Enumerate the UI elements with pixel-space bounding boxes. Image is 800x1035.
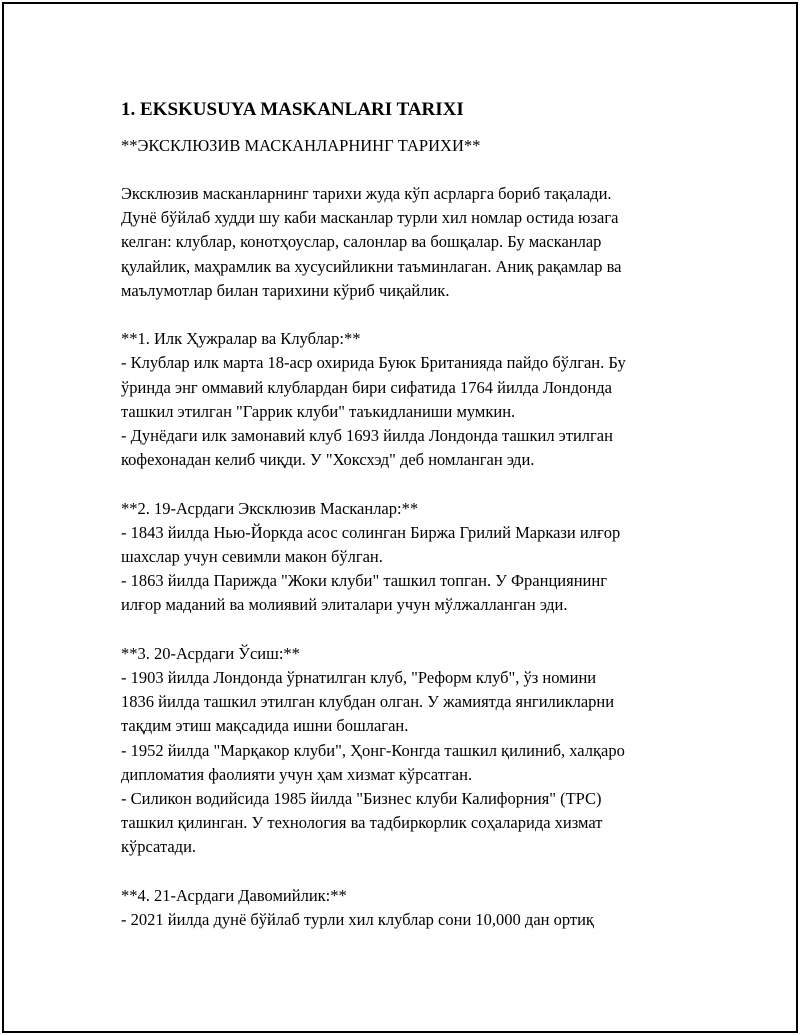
section-20th-century bbox=[121, 642, 711, 860]
intro-paragraph: Эксклюзив масканларнинг тарихи жуда кўп асрларга бориб тақалади. Дунё бўйлаб худди шу каби масканлар турли хил номлар остида юзага келган: клублар, конотҳоуслар, салонлар ва бошқалар. Бу масканлар қулайлик, маҳрамлик ва хусусийликни таъминлаган. Аниқ рақамлар ва маълумотлар билан тарихини кўриб чиқайлик. bbox=[121, 184, 622, 300]
document-subtitle: **ЭКСКЛЮЗИВ МАСКАНЛАРНИНГ ТАРИХИ** bbox=[121, 136, 481, 155]
section-heading: **3. 20-Асрдаги Ўсиш:** bbox=[121, 643, 300, 663]
page-frame bbox=[2, 2, 798, 1033]
section-body: - 1903 йилда Лондонда ўрнатилган клуб, "Реформ клуб", ўз номини 1836 йилда ташкил этилган клубдан олган. У жамиятда янгиликларни тақдим этиш мақсадида ишни бошлаган. - 1952 йилда "Марқакор клуби", Ҳонг-Конгда ташкил қилиниб, халқаро дипломатия фаолияти учун ҳам хизмат кўрсатган. - Силикон водийсида 1985 йилда "Бизнес клуби Калифорния" (ТРС) ташкил қилинган. У технология ва тадбиркорлик соҳаларида хизмат кўрсатади. bbox=[121, 668, 625, 857]
section-body: - Клублар илк марта 18-аср охирида Буюк Британияда пайдо бўлган. Бу ўринда энг оммавий клублардан бири сифатида 1764 йилда Лондонда ташкил этилган "Гаррик клуби" таъкидланиши мумкин. - Дунёдаги илк замонавий клуб 1693 йилда Лондонда ташкил этилган кофехонадан келиб чиқди. У "Хоксхэд" деб номланган эди. bbox=[121, 353, 626, 470]
section-19th-century bbox=[121, 497, 711, 618]
section-heading: **4. 21-Асрдаги Давомийлик:** bbox=[121, 885, 347, 905]
section-body: - 2021 йилда дунё бўйлаб турли хил клублар сони 10,000 дан ортиқ bbox=[121, 910, 594, 930]
section-21st-century bbox=[121, 884, 711, 932]
document-title: 1. EKSKUSUYA MASKANLARI TARIXI bbox=[121, 99, 464, 120]
section-body: - 1843 йилда Нью-Йоркда асос солинган Биржа Грилий Маркази илғор шахслар учун севимли макон бўлган. - 1863 йилда Парижда "Жоки клуби" ташкил топган. У Франциянинг илғор маданий ва молиявий элиталари учун мўлжалланган эди. bbox=[121, 522, 621, 615]
section-early-clubs bbox=[121, 327, 711, 472]
document-body bbox=[121, 98, 711, 932]
section-heading: **1. Илк Ҳужралар ва Клублар:** bbox=[121, 329, 361, 349]
section-heading: **2. 19-Асрдаги Эксклюзив Масканлар:** bbox=[121, 498, 419, 518]
